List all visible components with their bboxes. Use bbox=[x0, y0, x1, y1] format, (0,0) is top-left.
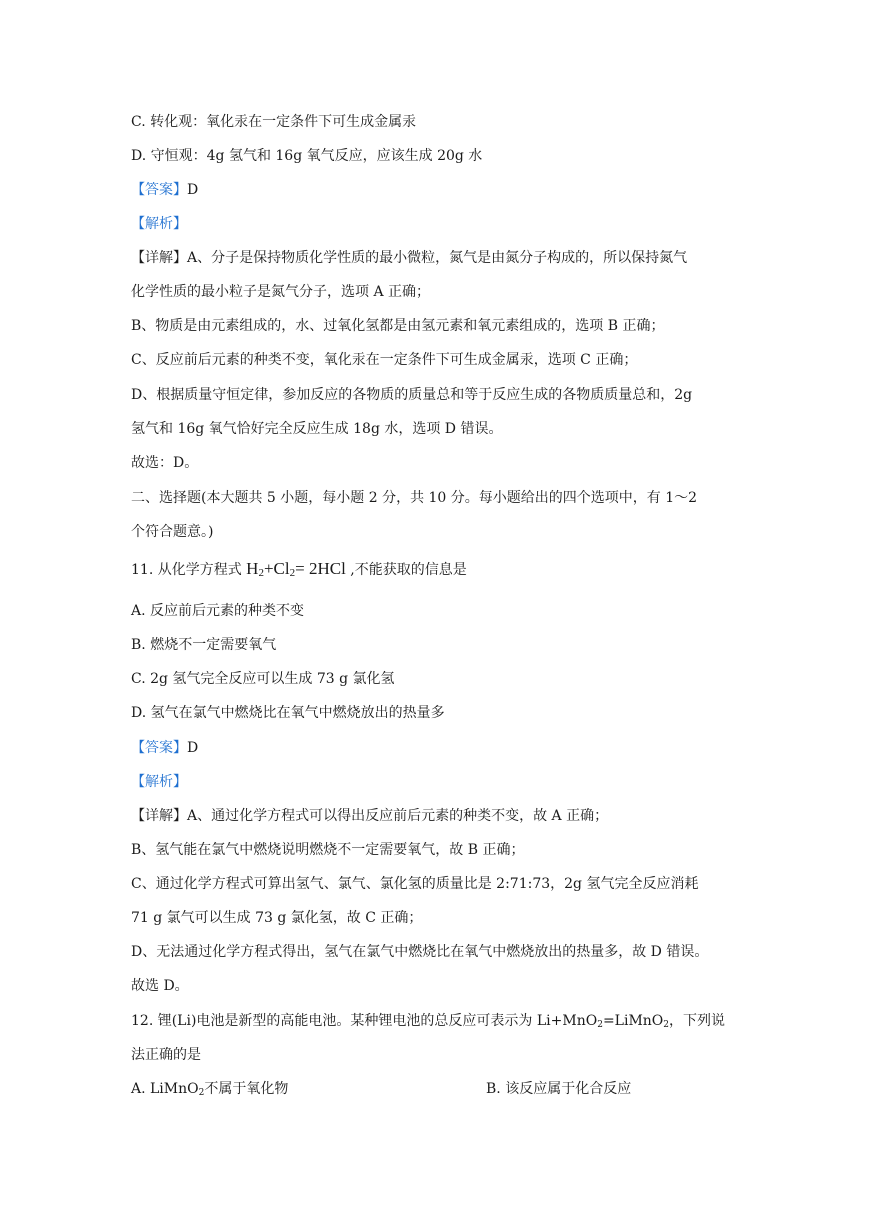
detail-line-2f: 故选 D。 bbox=[131, 978, 189, 994]
question-12-stem-a: 12. 锂(Li)电池是新型的高能电池。某种锂电池的总反应可表示为 Li+MnO$_2$=LiMnO$_2$，下列说 bbox=[131, 1013, 726, 1030]
question-11-option-c: C. 2g 氢气完全反应可以生成 73 g 氯化氢 bbox=[131, 671, 395, 687]
question-12-option-b: B. 该反应属于化合反应 bbox=[486, 1081, 632, 1097]
detail-line-2d: 71 g 氯气可以生成 73 g 氯化氢，故 C 正确； bbox=[131, 910, 423, 926]
analysis-label-1: 【解析】 bbox=[131, 216, 187, 232]
analysis-label-2: 【解析】 bbox=[131, 774, 187, 790]
answer-line-1 bbox=[131, 180, 198, 200]
question-11-option-b: B. 燃烧不一定需要氧气 bbox=[131, 637, 277, 653]
section-2-heading-b: 个符合题意。) bbox=[131, 524, 214, 540]
detail-line-2e: D、无法通过化学方程式得出，氢气在氯气中燃烧比在氧气中燃烧放出的热量多，故 D 错误。 bbox=[131, 944, 709, 960]
option-c-line: C. 转化观：氧化汞在一定条件下可生成金属汞 bbox=[131, 114, 417, 130]
detail-line-1b: 化学性质的最小粒子是氮气分子，选项 A 正确； bbox=[131, 284, 431, 300]
chemical-equation: $H_2+Cl_2= 2HCl$ bbox=[246, 559, 346, 579]
detail-line-1a: 【详解】A、分子是保持物质化学性质的最小微粒，氮气是由氮分子构成的，所以保持氮气 bbox=[131, 250, 688, 266]
detail-line-1c: B、物质是由元素组成的，水、过氧化氢都是由氢元素和氧元素组成的，选项 B 正确； bbox=[131, 318, 665, 334]
detail-line-2c: C、通过化学方程式可算出氢气、氯气、氯化氢的质量比是 2:71:73，2g 氢气完全反应消耗 bbox=[131, 876, 699, 892]
question-12-stem-b: 法正确的是 bbox=[131, 1047, 201, 1063]
question-11-stem: 11. 从化学方程式 $H_2+Cl_2= 2HCl$ ,不能获取的信息是 bbox=[131, 559, 467, 579]
detail-line-2a: 【详解】A、通过化学方程式可以得出反应前后元素的种类不变，故 A 正确； bbox=[131, 808, 609, 824]
detail-line-1f: 氢气和 16g 氧气恰好完全反应生成 18g 水，选项 D 错误。 bbox=[131, 421, 503, 437]
question-12-option-a: A. LiMnO$_2$不属于氧化物 bbox=[131, 1081, 289, 1098]
detail-line-1g: 故选：D。 bbox=[131, 455, 199, 471]
question-11-option-a: A. 反应前后元素的种类不变 bbox=[131, 603, 305, 619]
answer-value: D bbox=[187, 182, 199, 198]
section-2-heading-a: 二、选择题(本大题共 5 小题，每小题 2 分，共 10 分。每小题给出的四个选项中，有 1～2 bbox=[131, 490, 698, 506]
option-d-line: D. 守恒观：4g 氢气和 16g 氧气反应，应该生成 20g 水 bbox=[131, 148, 483, 164]
question-11-option-d: D. 氢气在氯气中燃烧比在氧气中燃烧放出的热量多 bbox=[131, 705, 445, 721]
detail-line-1d: C、反应前后元素的种类不变，氧化汞在一定条件下可生成金属汞，选项 C 正确； bbox=[131, 352, 638, 368]
answer-label: 【答案】 bbox=[131, 182, 187, 198]
answer-line-2: 【答案】D bbox=[131, 740, 199, 756]
detail-line-2b: B、氢气能在氯气中燃烧说明燃烧不一定需要氧气，故 B 正确； bbox=[131, 842, 525, 858]
detail-line-1e: D、根据质量守恒定律，参加反应的各物质的质量总和等于反应生成的各物质质量总和，2g bbox=[131, 387, 693, 403]
